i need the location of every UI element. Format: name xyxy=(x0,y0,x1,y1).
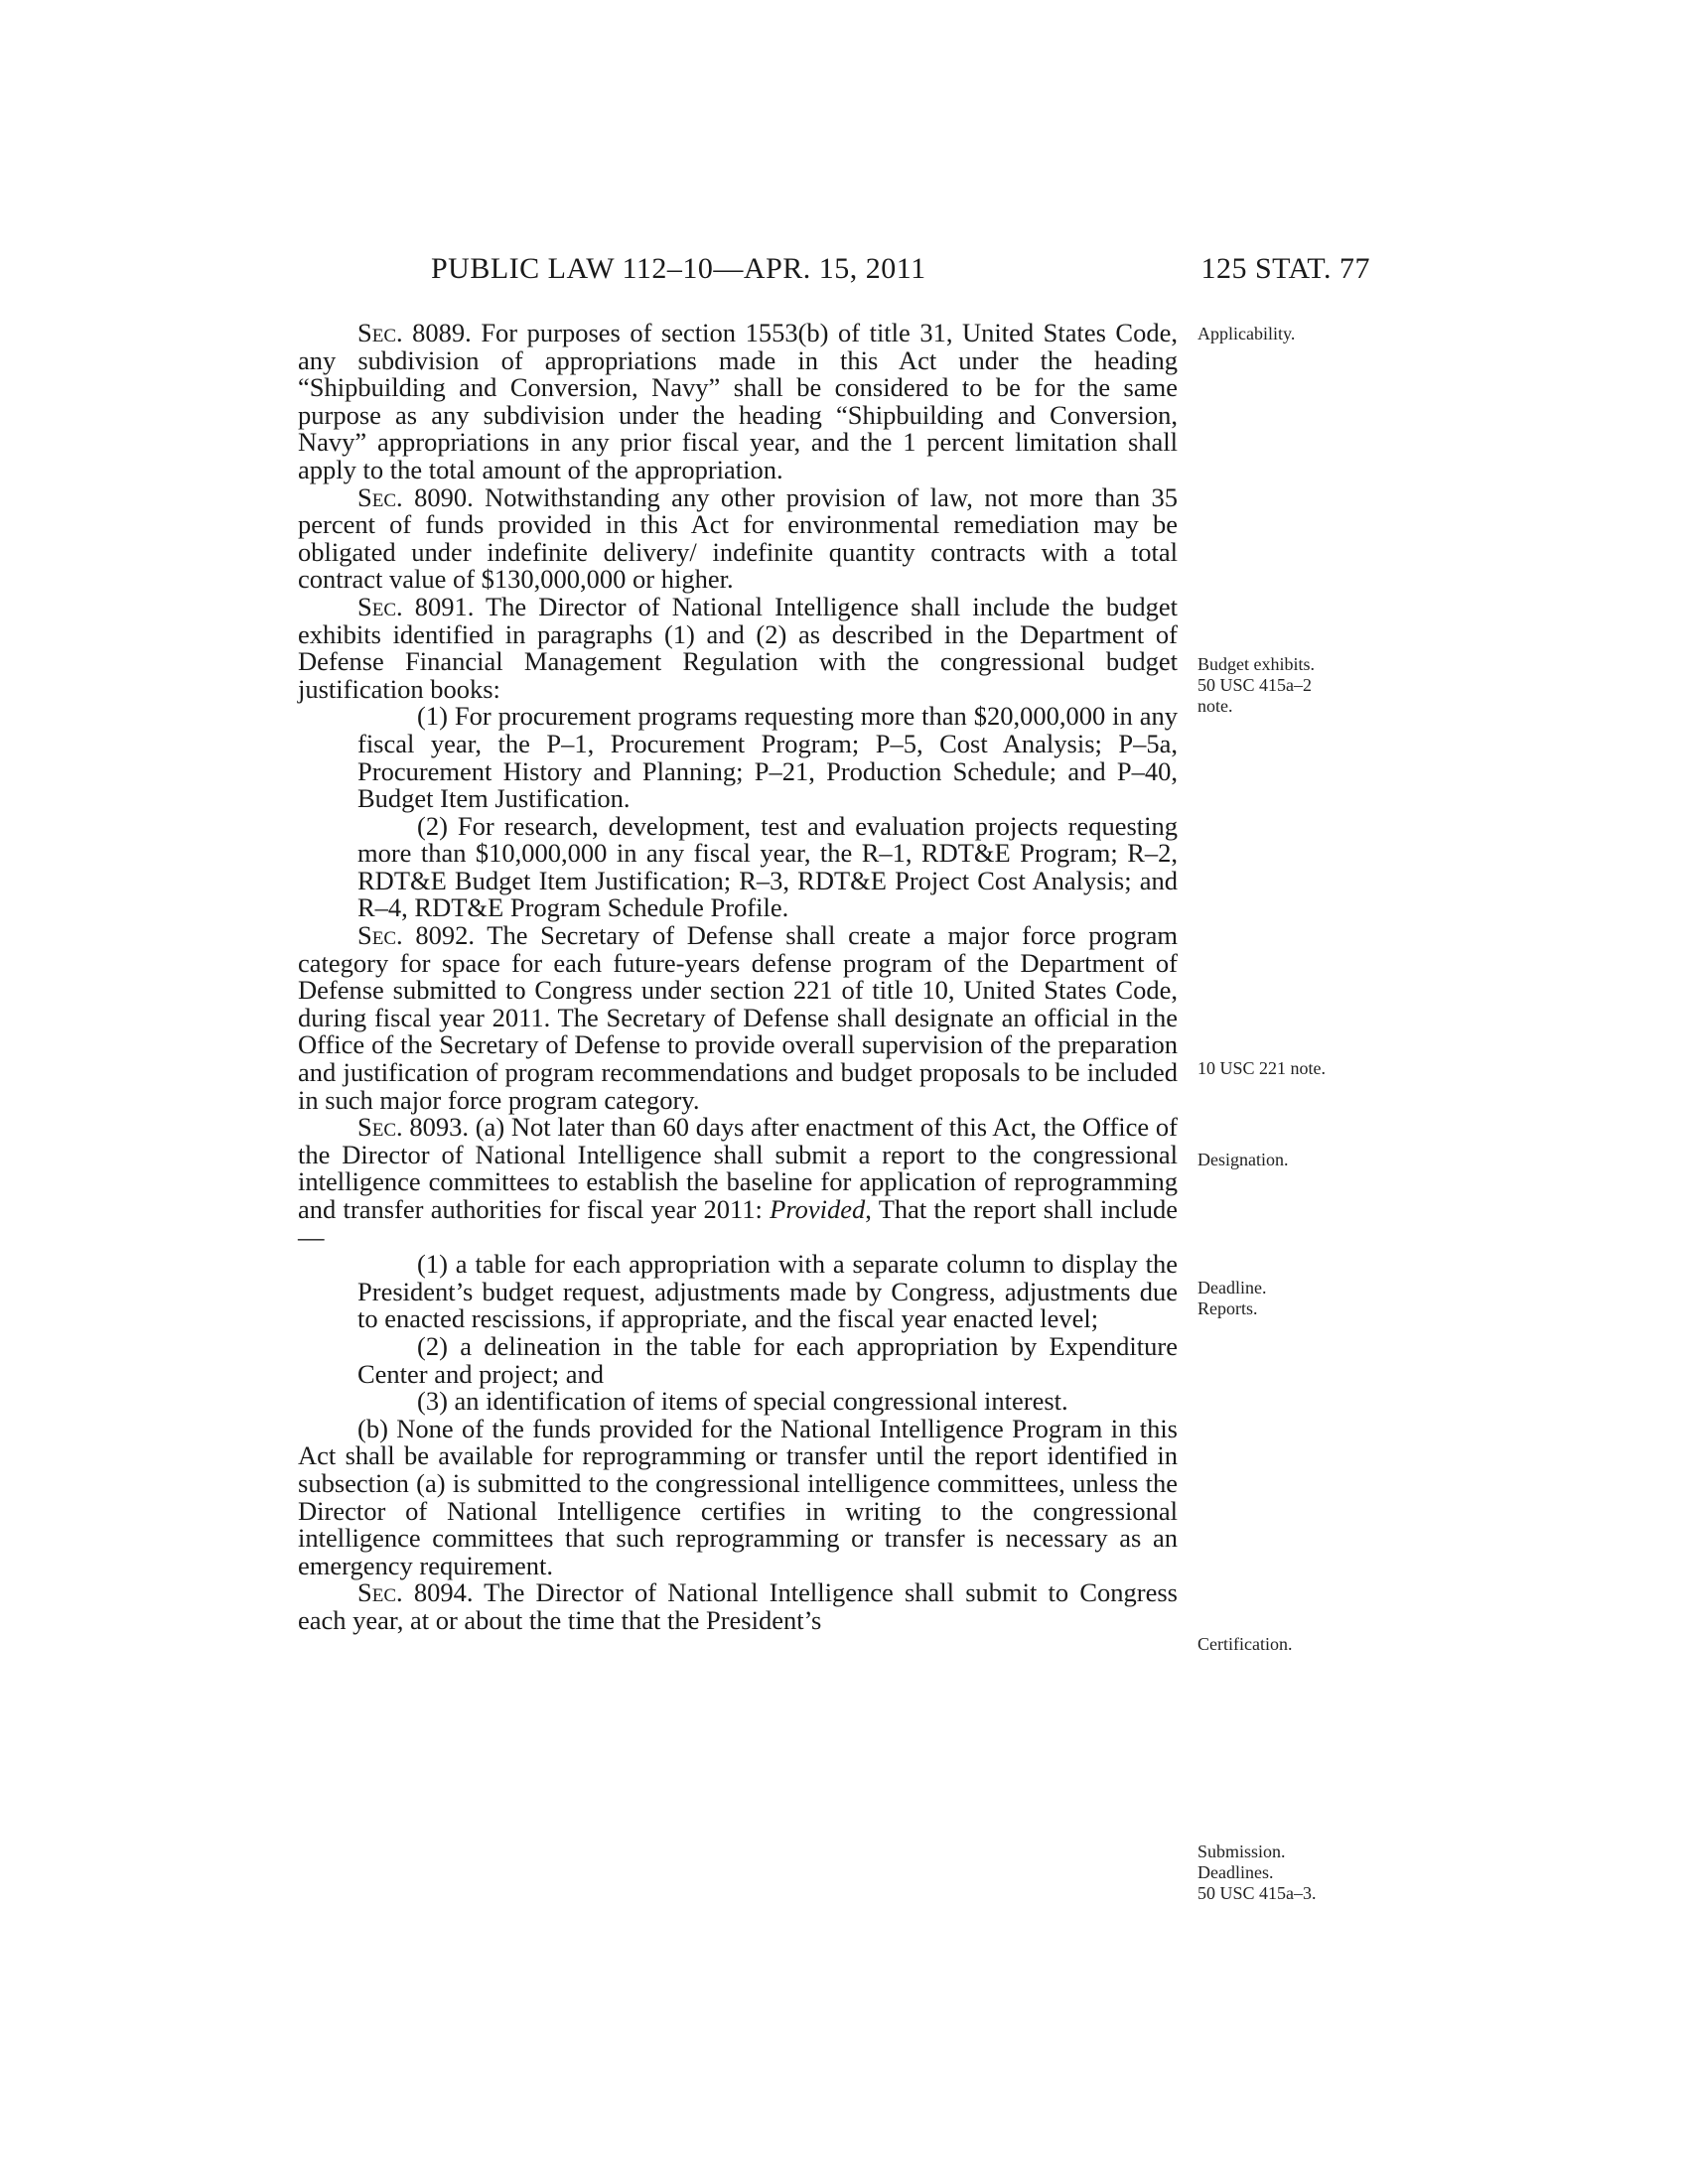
margin-note-10-usc-221 xyxy=(1197,1058,1386,1079)
section-8091 xyxy=(298,591,1178,704)
sec-label: Sec xyxy=(357,1577,397,1608)
section-8090 xyxy=(298,481,1178,595)
margin-note-deadline-reports xyxy=(1197,1278,1386,1319)
margin-note-text: note. xyxy=(1197,696,1233,716)
margin-note-budget-exhibits xyxy=(1197,654,1386,717)
body-text xyxy=(298,320,1178,1635)
sec-label: Sec xyxy=(357,920,397,951)
margin-note-text: Budget exhibits. xyxy=(1197,654,1315,674)
margin-note-text: Applicability. xyxy=(1197,324,1296,343)
section-8093-subsection-b: (b) None of the funds provided for the National Intelligence Program in this Act shall be available for reprogramming or transfer until the report identified in subsection (a) is submitted to the congressional intelligence committees, unless the Director of National Intelligence certifies in writing to the congressional intelligence committees that such reprogramming or transfer is necessary as an emergency requirement. xyxy=(298,1413,1178,1580)
section-8093-text-b: , That the report shall include— xyxy=(298,1194,1179,1252)
sec-label: Sec xyxy=(357,1112,397,1143)
margin-note-text: Certification. xyxy=(1197,1634,1293,1654)
section-8092 xyxy=(298,922,1178,1114)
section-8091-text: . 8091. The Director of National Intelligence shall include the budget exhibits identified in paragraphs (1) and (2) as described in the Department of Defense Financial Management Regulation with the congressional budget justification books: xyxy=(298,591,1178,704)
section-8093-para-1: (1) a table for each appropriation with a separate column to display the President’s budget request, adjustments made by Congress, adjustments due to enacted rescissions, if appropriate, and the fiscal year enacted level; xyxy=(357,1249,1178,1334)
law-title: PUBLIC LAW 112–10—APR. 15, 2011 xyxy=(431,252,926,285)
sec-label: Sec xyxy=(357,481,397,512)
sec-label: Sec xyxy=(357,318,397,347)
margin-note-text: Designation. xyxy=(1197,1150,1289,1169)
margin-note-text: Deadlines. xyxy=(1197,1862,1274,1882)
section-8091-para-1: (1) For procurement programs requesting more than $20,000,000 in any fiscal year, the P–1, Procurement Program; P–5, Cost Analysis; P–5a, Procurement History and Planning; P–21, Production Schedule; and P–40, Budget Item Justification. xyxy=(357,701,1178,814)
margin-note-text: 10 USC 221 note. xyxy=(1197,1058,1327,1078)
section-8089 xyxy=(298,320,1178,484)
margin-note-applicability xyxy=(1197,324,1386,344)
margin-note-text: Deadline. xyxy=(1197,1278,1267,1297)
section-8093-para-2: (2) a delineation in the table for each appropriation by Expenditure Center and project; and xyxy=(357,1330,1178,1389)
margin-note-certification xyxy=(1197,1634,1386,1655)
margin-note-text: 50 USC 415a–3. xyxy=(1197,1883,1317,1903)
stat-citation: 125 STAT. 77 xyxy=(1200,252,1370,285)
provided-italic: Provided xyxy=(770,1194,866,1224)
margin-note-text: 50 USC 415a–2 xyxy=(1197,675,1313,695)
margin-note-designation xyxy=(1197,1150,1386,1170)
section-8090-text: . 8090. Notwithstanding any other provision of law, not more than 35 percent of funds provided in this Act for environmental remediation may be obligated under indefinite delivery/ indefinite quantity contracts with a total contract value of $130,000,000 or higher. xyxy=(298,481,1178,595)
margin-note-text: Reports. xyxy=(1197,1298,1258,1318)
section-8093 xyxy=(298,1114,1178,1251)
margin-note-text: Submission. xyxy=(1197,1842,1286,1861)
section-8093-text-a: . 8093. (a) Not later than 60 days after enactment of this Act, the Office of the Director of National Intelligence shall submit a report to the congressional intelligence committees to establish the baseline for application of reprogramming and transfer authorities for fiscal year 2011: xyxy=(298,1112,1178,1224)
sec-label: Sec xyxy=(357,591,397,621)
section-8091-para-2: (2) For research, development, test and evaluation projects requesting more than $10,000,000 in any fiscal year, the R–1, RDT&E Program; R–2, RDT&E Budget Item Justification; R–3, RDT&E Project Cost Analysis; and R–4, RDT&E Program Schedule Profile. xyxy=(357,810,1178,923)
section-8094-text: . 8094. The Director of National Intelligence shall submit to Congress each year, at or about the time that the President’s xyxy=(298,1577,1178,1635)
page-header xyxy=(298,252,1370,292)
section-8093-para-3: (3) an identification of items of special congressional interest. xyxy=(417,1386,1068,1417)
section-8089-text: . 8089. For purposes of section 1553(b) of title 31, United States Code, any subdivision of appropriations made in this Act under the heading “Shipbuilding and Conversion, Navy” shall be considered to be for the same purpose as any subdivision under the heading “Shipbuilding and Conversion, Navy” appropriations in any prior fiscal year, and the 1 percent limitation shall apply to the total amount of the appropriation. xyxy=(298,318,1178,484)
margin-note-submission xyxy=(1197,1842,1386,1904)
section-8092-text: . 8092. The Secretary of Defense shall create a major force program category for space for each future-years defense program of the Department of Defense submitted to Congress under section 221 of title 10, United States Code, during fiscal year 2011. The Secretary of Defense shall designate an official in the Office of the Secretary of Defense to provide overall supervision of the preparation and justification of program recommendations and budget proposals to be included in such major force program category. xyxy=(298,920,1178,1115)
section-8094 xyxy=(298,1579,1178,1634)
